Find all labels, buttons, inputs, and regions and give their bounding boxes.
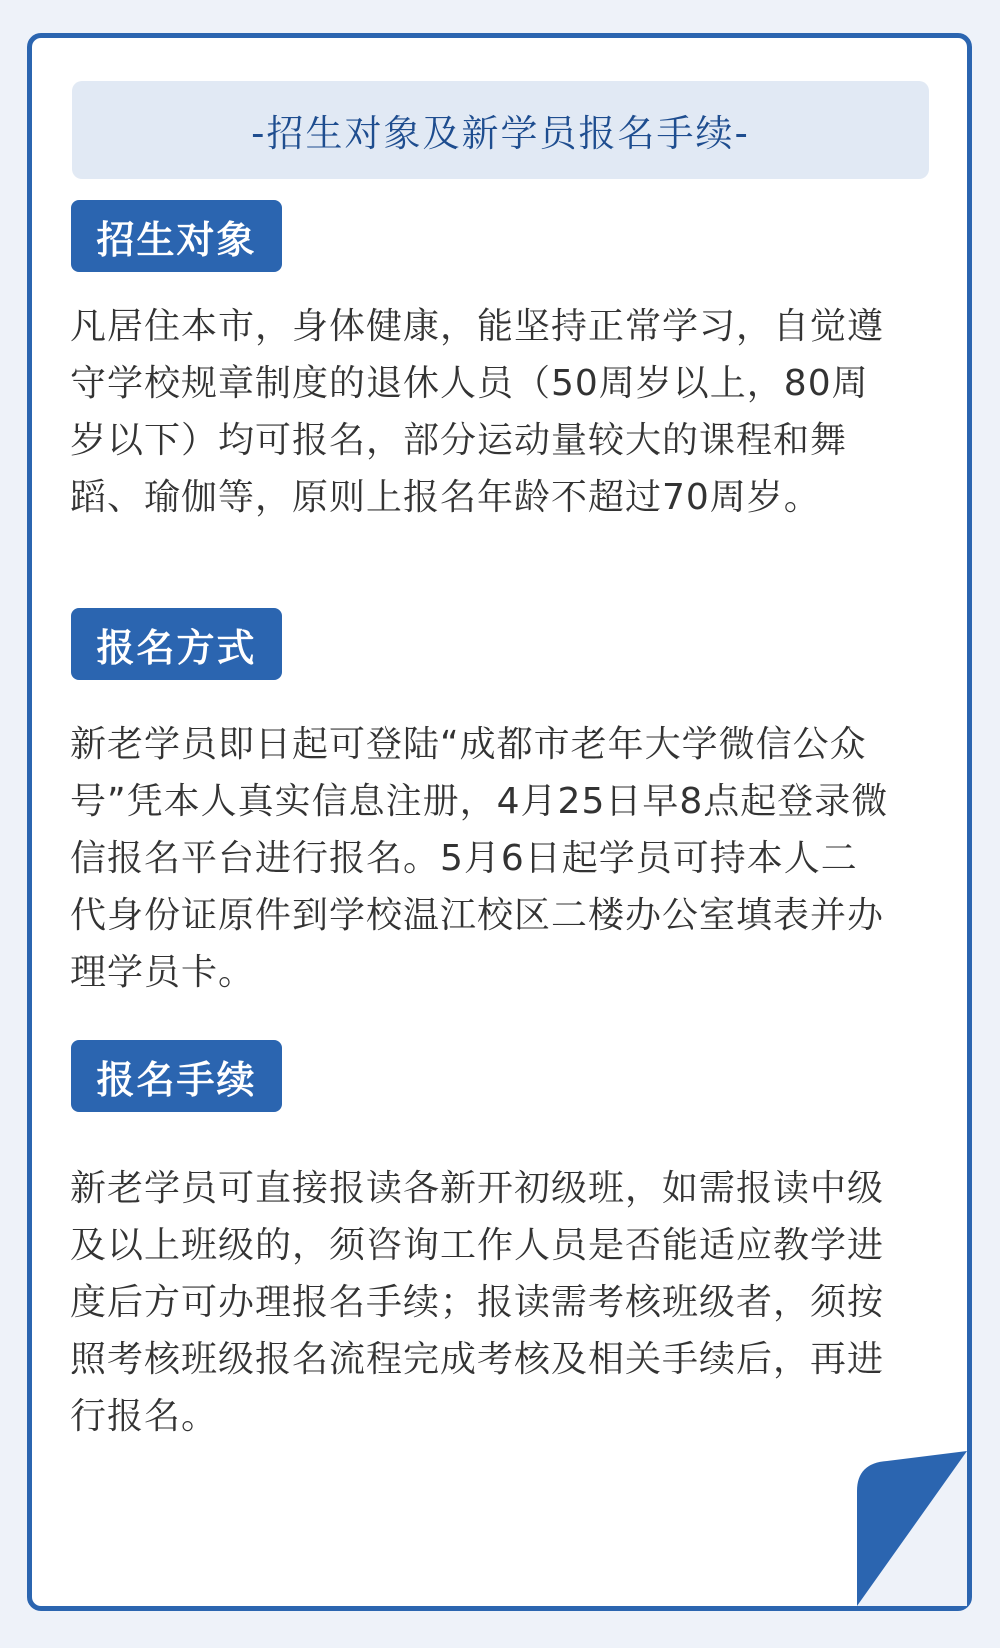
section-heading-enrollment-target: 招生对象 [71,200,282,272]
section-text-registration-procedure: 新老学员可直接报读各新开初级班，如需报读中级及以上班级的，须咨询工作人员是否能适应教学进度后方可办理报名手续；报读需考核班级者，须按照考核班级报名流程完成考核及相关手续后，再进行报名。 [70,1168,885,1437]
section-text-enrollment-target: 凡居住本市，身体健康，能坚持正常学习，自觉遵守学校规章制度的退休人员（50周岁以上，80周岁以下）均可报名，部分运动量较大的课程和舞蹈、瑜伽等，原则上报名年龄不超过70周岁。 [70,306,885,518]
info-card [27,33,972,1611]
section-heading-registration-procedure: 报名手续 [71,1040,282,1112]
page-curl-decoration [857,1451,967,1606]
section-text-registration-method: 新老学员即日起可登陆“成都市老年大学微信公众号”凭本人真实信息注册，4月25日早8点起登录微信报名平台进行报名。5月6日起学员可持本人二代身份证原件到学校温江校区二楼办公室填表并办理学员卡。 [70,724,889,993]
section-heading-registration-method: 报名方式 [71,608,282,680]
page-title: -招生对象及新学员报名手续- [72,81,929,179]
